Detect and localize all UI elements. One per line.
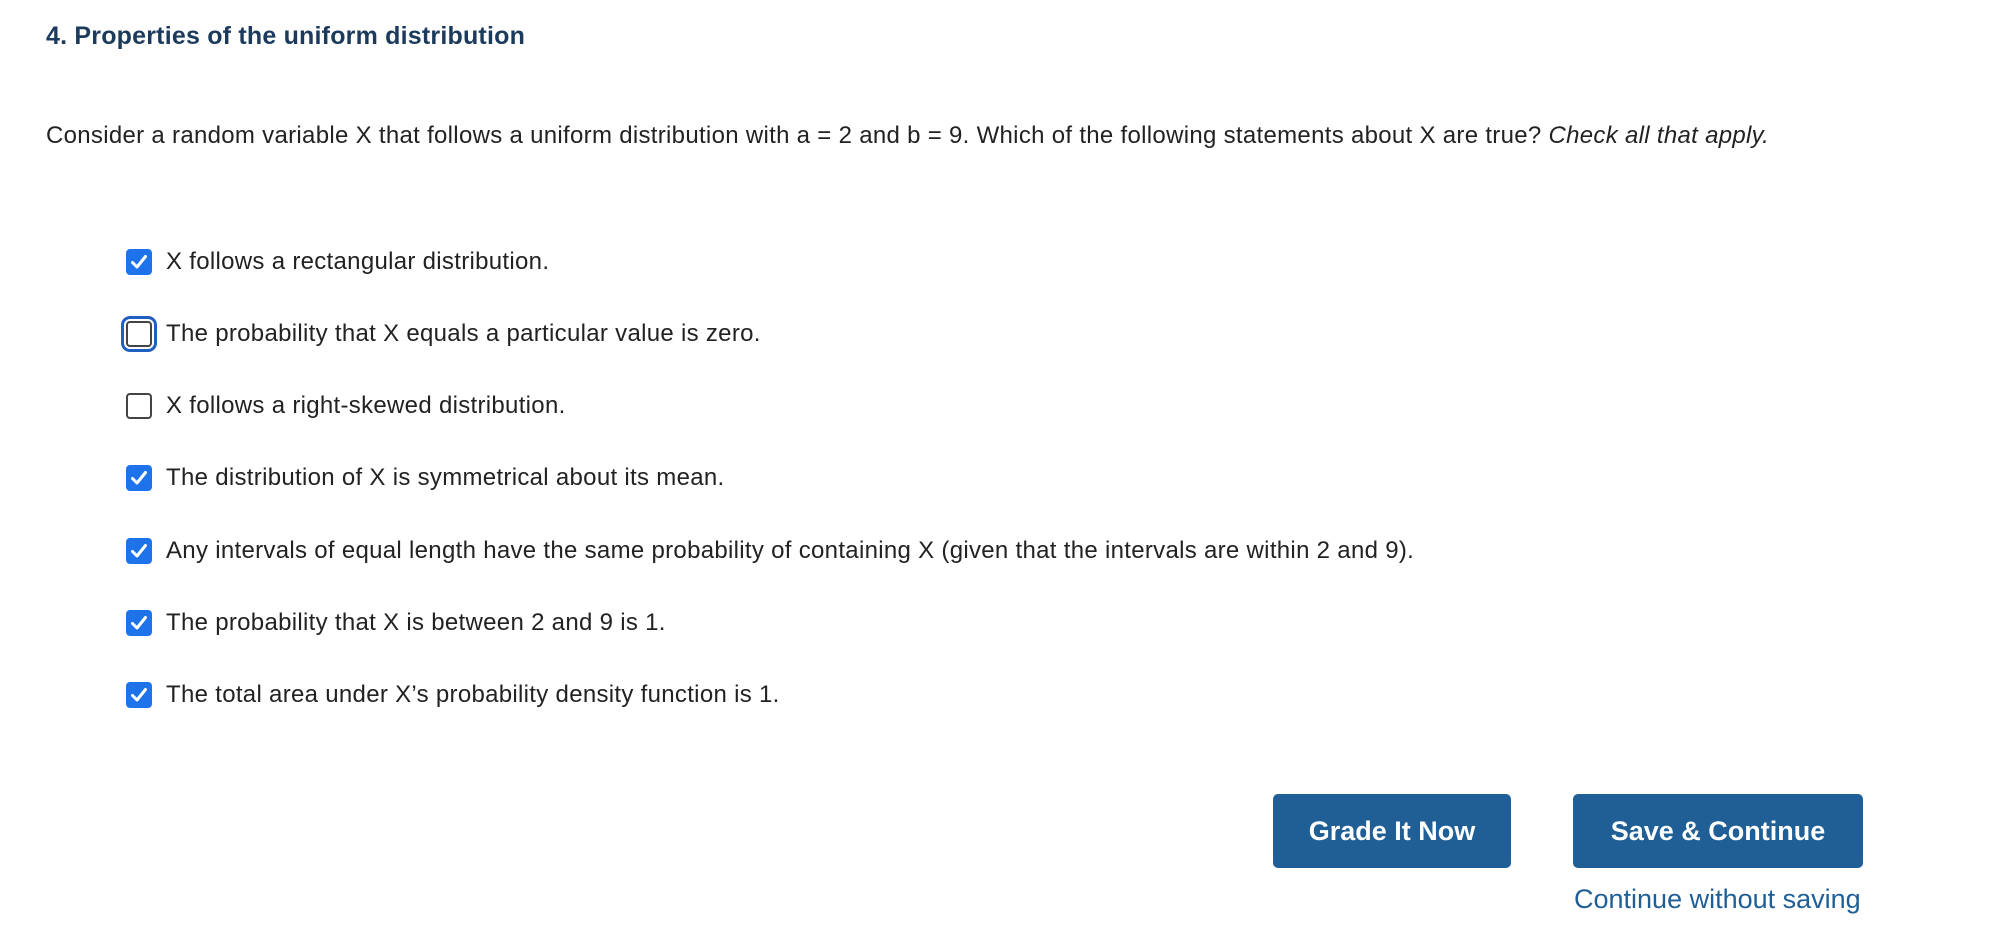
option-label: The total area under X’s probability density function is 1. (166, 681, 780, 708)
checkmark-icon (129, 685, 149, 705)
checkbox[interactable] (126, 682, 152, 708)
option-label: The probability that X equals a particular value is zero. (166, 320, 761, 347)
option-row[interactable] (126, 605, 666, 641)
continue-without-saving-link[interactable]: Continue without saving (1574, 884, 1861, 914)
checkbox[interactable] (126, 393, 152, 419)
question-prompt (46, 112, 1886, 160)
checkbox[interactable] (126, 465, 152, 491)
prompt-instruction: Check all that apply. (1548, 122, 1770, 149)
checkbox[interactable] (126, 249, 152, 275)
option-label: X follows a right-skewed distribution. (166, 392, 566, 419)
checkmark-icon (129, 468, 149, 488)
question-title: 4. Properties of the uniform distribution (46, 22, 526, 50)
option-label: The distribution of X is symmetrical about its mean. (166, 464, 725, 491)
checkbox[interactable] (126, 321, 152, 347)
option-row[interactable] (126, 677, 780, 713)
option-label: Any intervals of equal length have the same probability of containing X (given that the intervals are within 2 and 9). (166, 537, 1415, 564)
prompt-text: Consider a random variable X that follows a uniform distribution with a = 2 and b = 9. Which of the following statements about X are true? (46, 122, 1549, 149)
option-row[interactable] (126, 460, 724, 496)
option-row[interactable] (126, 244, 549, 280)
option-row[interactable] (126, 533, 1414, 569)
checkbox[interactable] (126, 610, 152, 636)
grade-it-now-button[interactable]: Grade It Now (1273, 794, 1511, 868)
option-label: The probability that X is between 2 and 9 is 1. (166, 609, 666, 636)
checkbox[interactable] (126, 538, 152, 564)
checkmark-icon (129, 613, 149, 633)
option-row[interactable] (126, 316, 761, 352)
option-label: X follows a rectangular distribution. (166, 248, 550, 275)
checkmark-icon (129, 541, 149, 561)
option-row[interactable] (126, 388, 566, 424)
checkmark-icon (129, 252, 149, 272)
save-and-continue-button[interactable]: Save & Continue (1573, 794, 1863, 868)
